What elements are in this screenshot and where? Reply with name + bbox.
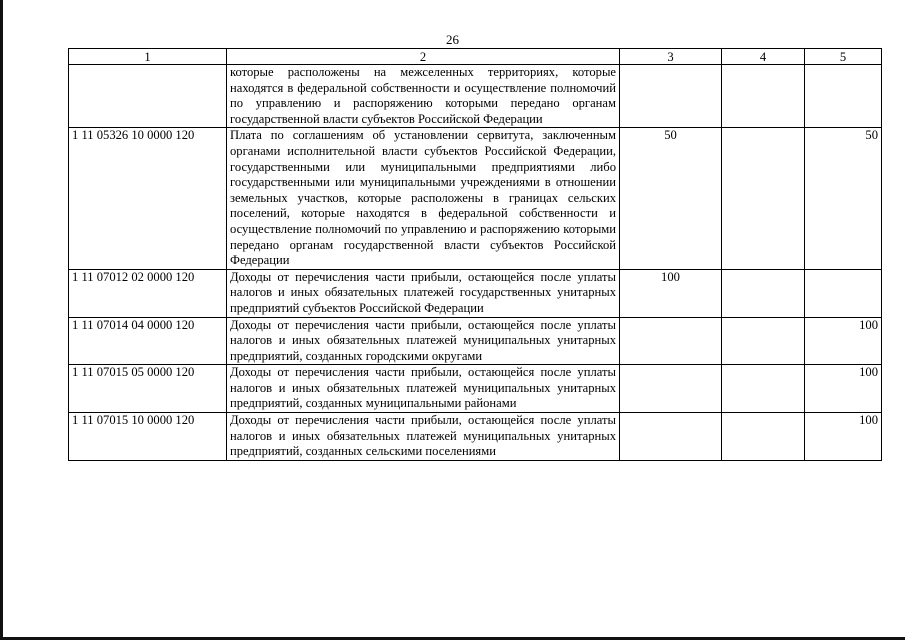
table-row [69, 413, 882, 461]
row-col3: 50 [620, 128, 722, 269]
row-col3 [620, 65, 722, 128]
header-col-3: 3 [620, 49, 722, 65]
row-code: 1 11 07015 05 0000 120 [69, 365, 227, 413]
row-col3 [620, 317, 722, 365]
header-col-2: 2 [227, 49, 620, 65]
row-col4 [722, 269, 805, 317]
page-number: 26 [446, 32, 459, 47]
row-col5: 100 [805, 365, 882, 413]
row-code: 1 11 05326 10 0000 120 [69, 128, 227, 269]
row-col5: 100 [805, 317, 882, 365]
revenue-table [68, 48, 882, 461]
row-col4 [722, 413, 805, 461]
table-row [69, 269, 882, 317]
table-row [69, 365, 882, 413]
row-description: Доходы от перечисления части прибыли, остающейся после уплаты налогов и иных обязательных платежей муниципальных унитарных предприятий, созданных муниципальными районами [227, 365, 620, 413]
row-col4 [722, 65, 805, 128]
header-col-5: 5 [805, 49, 882, 65]
header-col-4: 4 [722, 49, 805, 65]
row-col3 [620, 413, 722, 461]
row-col4 [722, 365, 805, 413]
row-code: 1 11 07012 02 0000 120 [69, 269, 227, 317]
row-description: Доходы от перечисления части прибыли, остающейся после уплаты налогов и иных обязательных платежей муниципальных унитарных предприятий, созданных сельскими поселениями [227, 413, 620, 461]
row-col5: 50 [805, 128, 882, 269]
row-col5 [805, 65, 882, 128]
row-description: Доходы от перечисления части прибыли, остающейся после уплаты налогов и иных обязательных платежей государственных унитарных предприятий субъектов Российской Федерации [227, 269, 620, 317]
row-col3 [620, 365, 722, 413]
scan-border-left [0, 0, 3, 640]
table-row [69, 65, 882, 128]
header-col-1: 1 [69, 49, 227, 65]
row-code: 1 11 07014 04 0000 120 [69, 317, 227, 365]
row-col4 [722, 128, 805, 269]
row-col5: 100 [805, 413, 882, 461]
row-description: которые расположены на межселенных территориях, которые находятся в федеральной собственности и осуществление полномочий по управлению и распоряжению которыми передано органам государственной власти субъектов Российской Федерации [227, 65, 620, 128]
table-row [69, 317, 882, 365]
row-col3: 100 [620, 269, 722, 317]
row-code [69, 65, 227, 128]
table-row [69, 128, 882, 269]
row-description: Доходы от перечисления части прибыли, остающейся после уплаты налогов и иных обязательных платежей муниципальных унитарных предприятий, созданных городскими округами [227, 317, 620, 365]
row-description: Плата по соглашениям об установлении сервитута, заключенным органами исполнительной власти субъектов Российской Федерации, государственными или муниципальными предприятиями либо государственными или муниципальными учреждениями в отношении земельных участков, которые расположены в границах сельских поселений, которые находятся в федеральной собственности и осуществление полномочий по управлению и распоряжению которыми передано органам государственной власти субъектов Российской Федерации [227, 128, 620, 269]
row-col5 [805, 269, 882, 317]
table-header-row [69, 49, 882, 65]
row-code: 1 11 07015 10 0000 120 [69, 413, 227, 461]
row-col4 [722, 317, 805, 365]
